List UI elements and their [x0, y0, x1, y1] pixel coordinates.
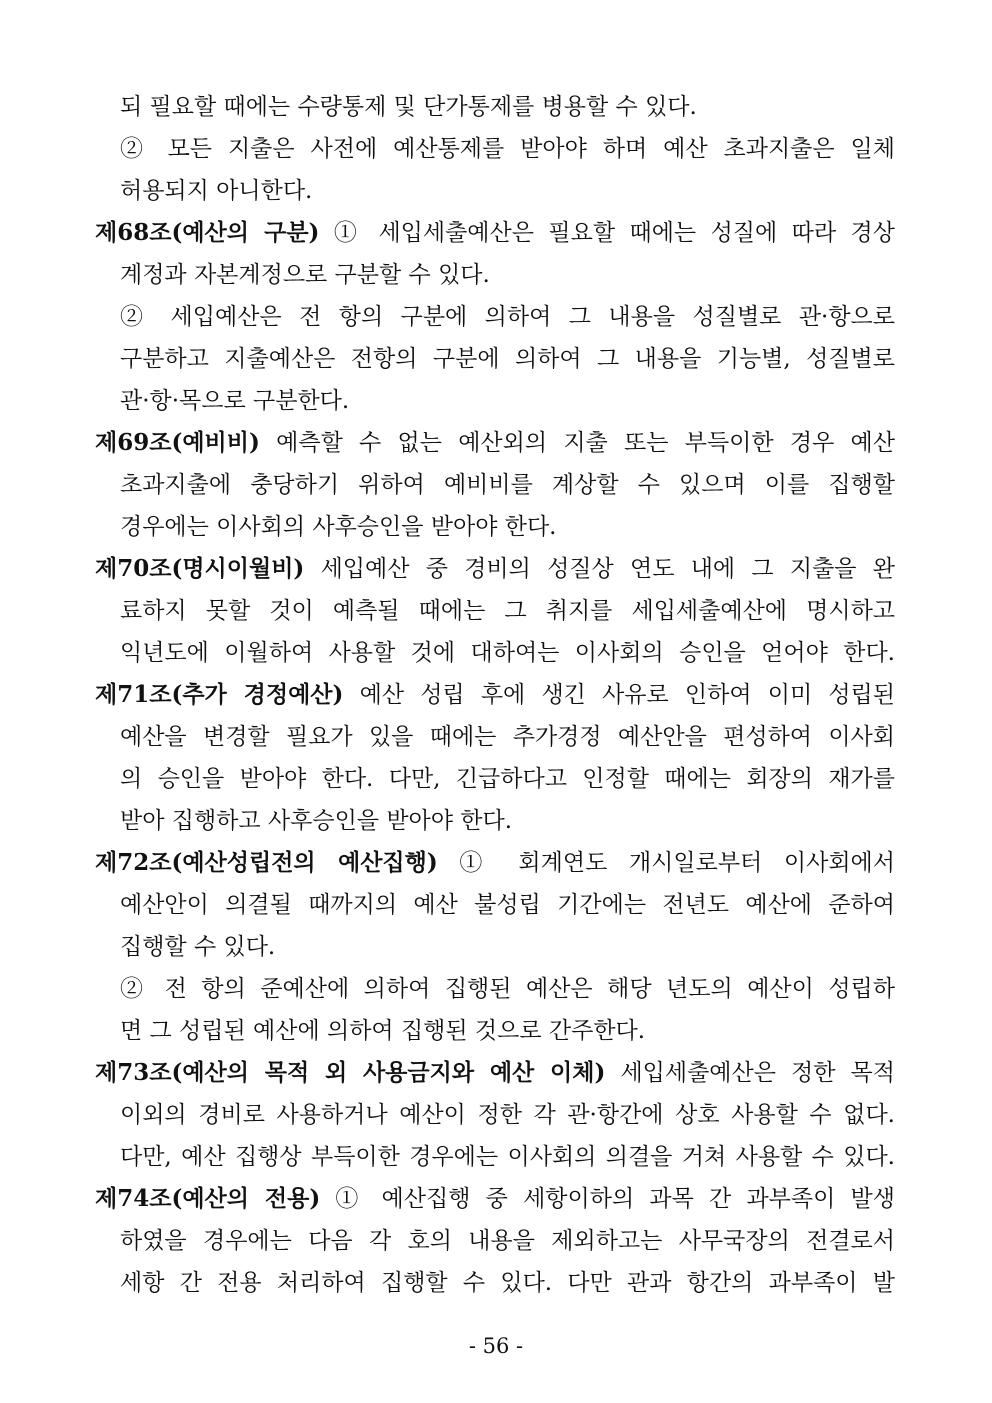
line-text: 세입세출예산은 정한 목적: [605, 1060, 895, 1086]
article-68: [95, 218, 895, 248]
line-text: 하였을 경우에는 다음 각 호의 내용을 제외하고는 사무국장의 전결로서: [120, 1228, 895, 1254]
line-text: 다만, 예산 집행상 부득이한 경우에는 이사회의 의결을 거쳐 사용할 수 있다.: [120, 1144, 895, 1170]
line-text: 예측할 수 없는 예산외의 지출 또는 부득이한 경우 예산: [259, 430, 895, 456]
line-text: 구분하고 지출예산은 전항의 구분에 의하여 그 내용을 기능별, 성질별로: [120, 346, 895, 372]
text-line: [120, 974, 895, 1004]
text-line: [120, 1100, 895, 1130]
text-line: [120, 134, 895, 164]
line-text: 세입예산 중 경비의 성질상 연도 내에 그 지출을 완: [304, 556, 895, 582]
article-70: [95, 554, 895, 584]
text-line: [120, 470, 895, 500]
line-text: 경우에는 이사회의 사후승인을 받아야 한다.: [120, 514, 557, 540]
article-heading: 제74조(예산의 전용): [95, 1185, 321, 1212]
article-heading: 제72조(예산성립전의 예산집행): [95, 849, 438, 876]
text-line: [120, 386, 895, 416]
article-73: [95, 1058, 895, 1088]
line-text: 세항 간 전용 처리하여 집행할 수 있다. 다만 관과 항간의 과부족이 발: [120, 1270, 895, 1296]
text-line: [120, 260, 895, 290]
article-heading: 제69조(예비비): [95, 429, 260, 456]
text-line: [120, 806, 895, 836]
text-line: [120, 722, 895, 752]
text-line: [120, 890, 895, 920]
line-text: 이외의 경비로 사용하거나 예산이 정한 각 관·항간에 상호 사용할 수 없다.: [120, 1102, 895, 1128]
text-line: [120, 176, 895, 206]
line-text: 받아 집행하고 사후승인을 받아야 한다.: [120, 808, 513, 834]
line-text: 익년도에 이월하여 사용할 것에 대하여는 이사회의 승인을 얻어야 한다.: [120, 640, 895, 666]
text-line: [120, 1226, 895, 1256]
line-text: 예산안이 의결될 때까지의 예산 불성립 기간에는 전년도 예산에 준하여: [120, 892, 895, 918]
line-text: ② 세입예산은 전 항의 구분에 의하여 그 내용을 성질별로 관·항으로: [120, 304, 895, 330]
text-line: [120, 932, 895, 962]
text-line: [120, 92, 895, 122]
article-72: [95, 848, 895, 878]
text-line: [120, 512, 895, 542]
line-text: ① 세입세출예산은 필요할 때에는 성질에 따라 경상: [319, 220, 895, 246]
text-line: [120, 764, 895, 794]
article-heading: 제68조(예산의 구분): [95, 219, 320, 246]
line-text: 초과지출에 충당하기 위하여 예비비를 계상할 수 있으며 이를 집행할: [120, 472, 895, 498]
line-text: 관·항·목으로 구분한다.: [120, 388, 350, 414]
line-text: 의 승인을 받아야 한다. 다만, 긴급하다고 인정할 때에는 회장의 재가를: [120, 766, 895, 792]
line-text: ② 모든 지출은 사전에 예산통제를 받아야 하며 예산 초과지출은 일체: [120, 136, 895, 162]
line-text: ② 전 항의 준예산에 의하여 집행된 예산은 해당 년도의 예산이 성립하: [120, 976, 895, 1002]
article-heading: 제70조(명시이월비): [95, 555, 305, 582]
line-text: ① 회계연도 개시일로부터 이사회에서: [437, 850, 895, 876]
text-line: [120, 1016, 895, 1046]
line-text: 집행할 수 있다.: [120, 934, 276, 960]
line-text: 면 그 성립된 예산에 의하여 집행된 것으로 간주한다.: [120, 1018, 646, 1044]
article-74: [95, 1184, 895, 1214]
text-line: [120, 344, 895, 374]
text-line: [120, 1142, 895, 1172]
article-69: [95, 428, 895, 458]
line-text: 료하지 못할 것이 예측될 때에는 그 취지를 세입세출예산에 명시하고: [120, 598, 895, 624]
line-text: 허용되지 아니한다.: [120, 178, 313, 204]
article-heading: 제71조(추가 경정예산): [95, 681, 344, 708]
text-line: [120, 1268, 895, 1298]
article-71: [95, 680, 895, 710]
text-line: [120, 302, 895, 332]
article-heading: 제73조(예산의 목적 외 사용금지와 예산 이체): [95, 1059, 606, 1086]
text-line: [120, 596, 895, 626]
line-text: 계정과 자본계정으로 구분할 수 있다.: [120, 262, 490, 288]
line-text: 예산을 변경할 필요가 있을 때에는 추가경정 예산안을 편성하여 이사회: [120, 724, 895, 750]
text-line: [120, 638, 895, 668]
line-text: 예산 성립 후에 생긴 사유로 인하여 이미 성립된: [343, 682, 895, 708]
line-text: ① 예산집행 중 세항이하의 과목 간 과부족이 발생: [320, 1186, 895, 1212]
page-number: - 56 -: [468, 1334, 524, 1358]
line-text: 되 필요할 때에는 수량통제 및 단가통제를 병용할 수 있다.: [120, 94, 697, 120]
